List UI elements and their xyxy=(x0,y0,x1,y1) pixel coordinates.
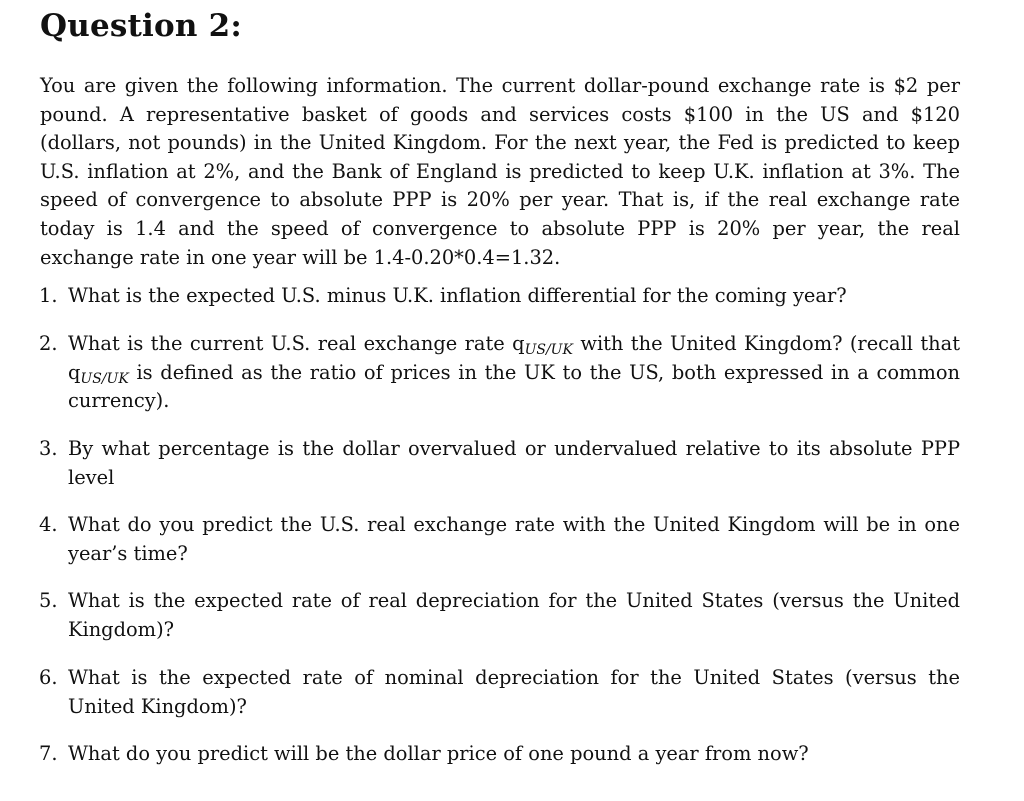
intro-paragraph: You are given the following information. The current dollar-pound exchange rate is $2 per pound. A representative basket of goods and services costs $100 in the US and $120 (dollars, not pounds) in the United Kingdom. For the next year, the Fed is predicted to keep U.S. inflation at 2%, and the Bank of England is predicted to keep U.K. inflation at 3%. The speed of convergence to absolute PPP is 20% per year. That is, if the real exchange rate today is 1.4 and the speed of convergence to absolute PPP is 20% per year, the real exchange rate in one year will be 1.4-0.20*0.4=1.32. xyxy=(40,74,960,269)
question-text: What is the expected rate of nominal depreciation for the United States (versus the United Kingdom)? xyxy=(68,666,960,718)
question-number: 5. xyxy=(39,589,58,612)
question-item-6 xyxy=(39,664,960,721)
question-number: 6. xyxy=(39,666,58,689)
question-item-2 xyxy=(39,330,961,416)
question-number: 2. xyxy=(39,332,58,355)
real-exchange-rate-symbol xyxy=(68,360,129,387)
question-number: 7. xyxy=(39,742,58,765)
question-item-1 xyxy=(39,282,960,311)
question-text-part: is defined as the ratio of prices in the UK to the US, both expressed in a common currency). xyxy=(68,360,960,413)
question-text: What do you predict will be the dollar price of one pound a year from now? xyxy=(68,742,809,765)
question-text: What is the expected rate of real depreciation for the United States (versus the United Kingdom)? xyxy=(68,589,960,641)
document-page xyxy=(39,0,961,765)
symbol-subscript: US/UK xyxy=(80,370,129,387)
question-number: 3. xyxy=(39,437,58,460)
real-exchange-rate-symbol xyxy=(512,332,573,358)
question-text-part: with the United Kingdom? (recall that xyxy=(580,332,961,355)
question-number: 4. xyxy=(39,513,58,536)
question-item-4 xyxy=(39,511,960,568)
symbol-q: q xyxy=(512,332,525,355)
question-number: 1. xyxy=(39,284,58,307)
question-text: What is the expected U.S. minus U.K. inflation differential for the coming year? xyxy=(68,284,847,307)
question-text-part: What is the current U.S. real exchange rate xyxy=(68,332,505,355)
symbol-q: q xyxy=(68,360,81,384)
question-text: What do you predict the U.S. real exchange rate with the United Kingdom will be in one year’s time? xyxy=(68,513,960,565)
question-item-3 xyxy=(39,435,960,492)
symbol-subscript: US/UK xyxy=(524,342,573,358)
question-title: Question 2: xyxy=(40,8,243,44)
question-text: By what percentage is the dollar overvalued or undervalued relative to its absolute PPP level xyxy=(68,437,960,489)
question-item-5 xyxy=(39,587,960,644)
question-item-7 xyxy=(39,740,960,769)
